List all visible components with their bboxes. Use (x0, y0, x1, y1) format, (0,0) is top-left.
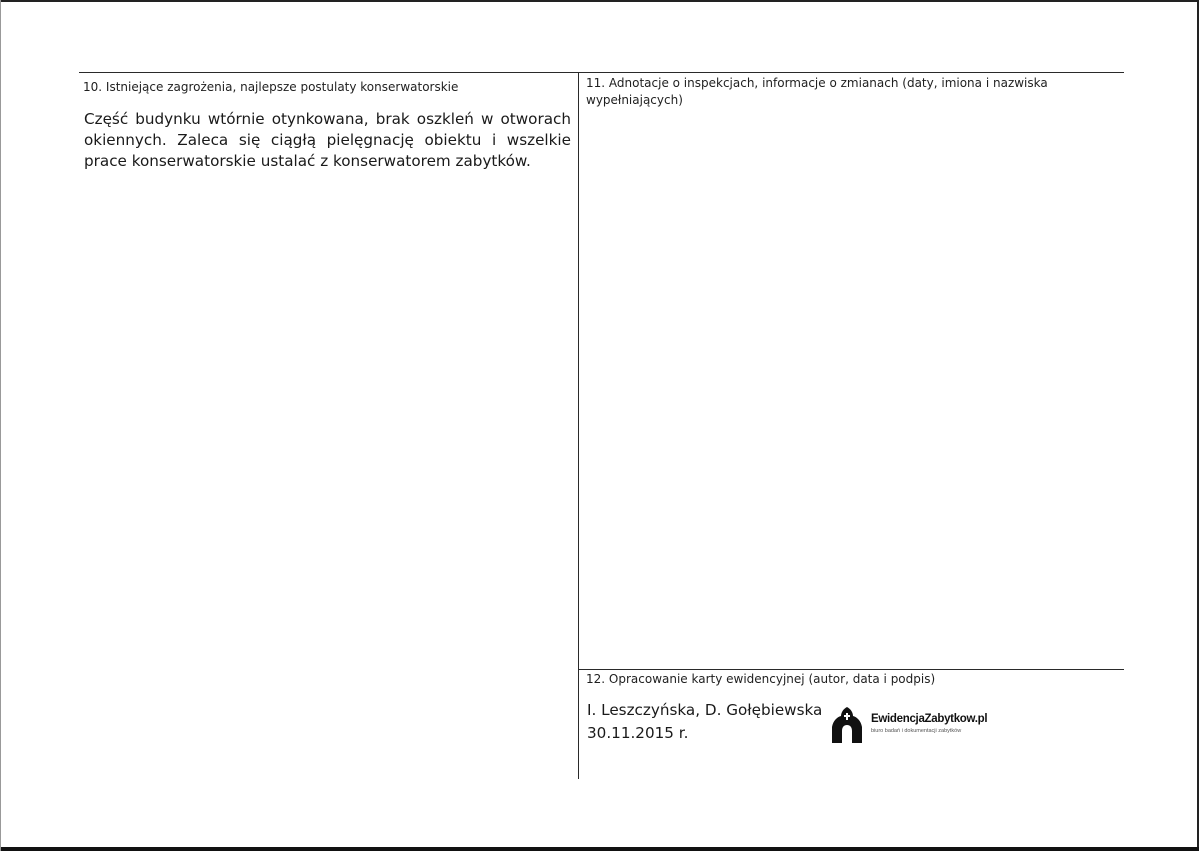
section-12-label: 12. Opracowanie karty ewidencyjnej (autor, data i podpis) (586, 672, 936, 686)
table-top-rule (79, 72, 1124, 73)
stamp-brand-name: EwidencjaZabytkow.pl (871, 713, 988, 725)
stamp-subtitle: biuro badań i dokumentacji zabytków (871, 728, 962, 734)
church-silhouette-icon (831, 707, 863, 743)
company-stamp (831, 707, 1001, 747)
section-10-label: 10. Istniejące zagrożenia, najlepsze postulaty konserwatorskie (83, 80, 459, 94)
scan-edge-left (0, 0, 1, 851)
section-10-text: Część budynku wtórnie otynkowana, brak oszkleń w otworach okiennych. Zaleca się ciągłą pielęgnację obiektu i wszelkie prace konserwatorskie ustalać z konserwatorem zabytków. (84, 110, 571, 170)
scan-edge-bottom (0, 847, 1199, 851)
section-12-authors: I. Leszczyńska, D. Gołębiewska (587, 701, 823, 719)
section-12-divider (579, 669, 1124, 670)
scan-edge-top (0, 0, 1199, 2)
table-column-divider (578, 72, 579, 779)
section-12-date: 30.11.2015 r. (587, 724, 689, 742)
section-11-label: 11. Adnotacje o inspekcjach, informacje o zmianach (daty, imiona i nazwiska wypełniających) (586, 76, 1048, 107)
